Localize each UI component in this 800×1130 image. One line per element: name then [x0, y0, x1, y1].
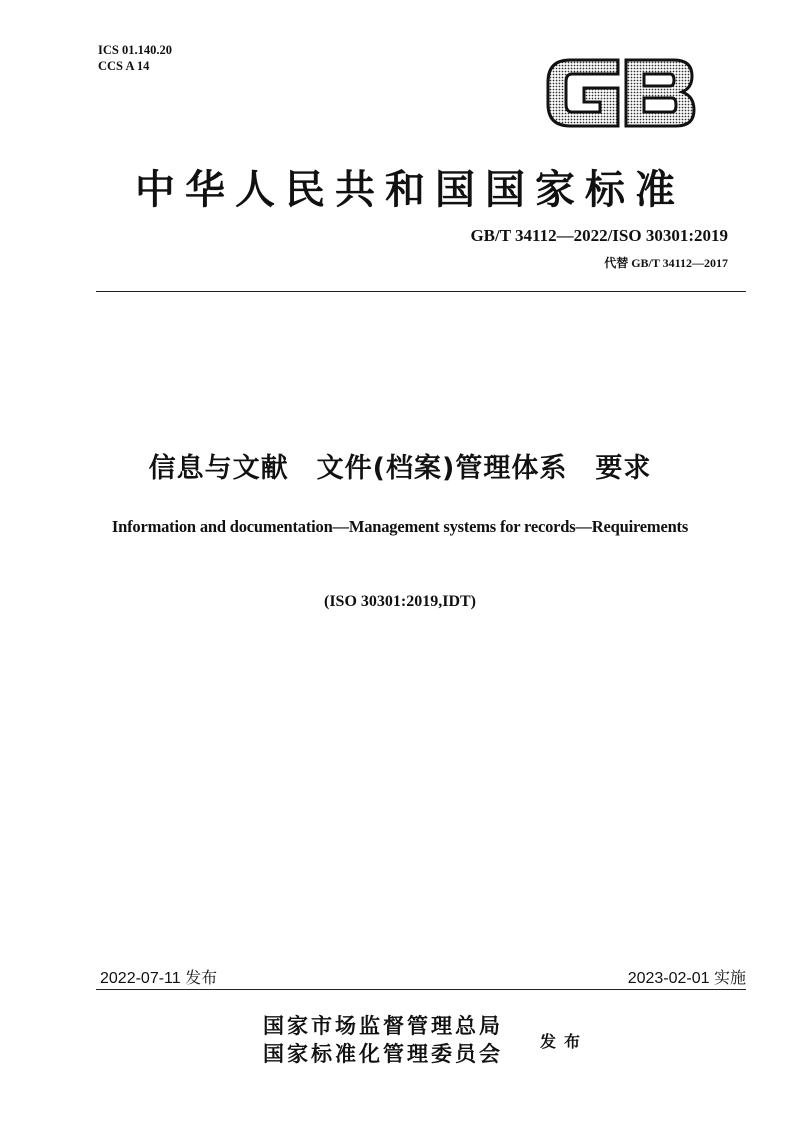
bottom-divider — [96, 989, 746, 990]
english-title: Information and documentation—Management systems for records—Requirements — [111, 517, 689, 536]
issuer-samr: 国家市场监督管理总局 — [263, 1013, 503, 1038]
issue-date: 2022-07-11 发布 — [100, 970, 218, 987]
ccs-code: CCS A 14 — [98, 59, 150, 73]
gb-logo-icon — [540, 52, 700, 132]
chinese-title: 信息与文献 文件(档案)管理体系 要求 — [148, 453, 652, 484]
adoption-note: (ISO 30301:2019,IDT) — [323, 593, 476, 610]
publish-label: 发布 — [540, 1032, 589, 1051]
issuing-authorities — [263, 1012, 503, 1068]
implementation-date: 2023-02-01 实施 — [627, 970, 746, 987]
national-standard-title: 中华人民共和国国家标准 — [135, 166, 685, 213]
issuer-sac: 国家标准化管理委员会 — [263, 1041, 503, 1066]
ics-code: ICS 01.140.20 — [98, 43, 172, 57]
top-divider — [96, 291, 746, 292]
standard-number: GB/T 34112—2022/ISO 30301:2019 — [470, 226, 728, 245]
replaces-note: 代替 GB/T 34112—2017 — [604, 256, 728, 270]
classification-codes — [98, 42, 172, 74]
